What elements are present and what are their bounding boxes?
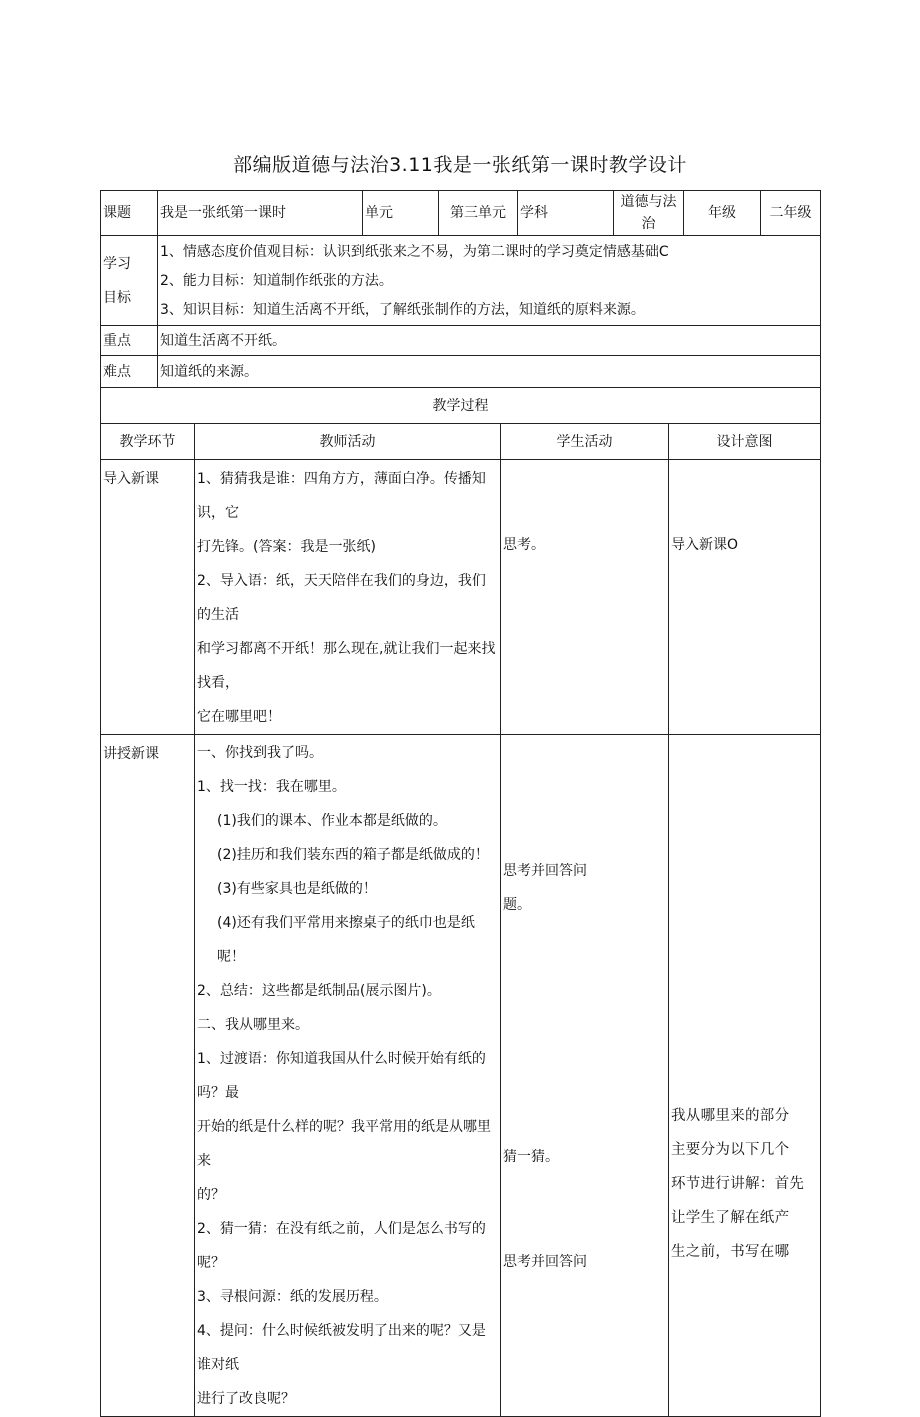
intro-teacher-line: 它在哪里吧！ <box>197 709 281 725</box>
process-header-row <box>101 424 821 460</box>
difficult-point-label: 难点 <box>101 356 158 388</box>
lecture-teacher-line: 一、你找到我了吗。 <box>197 745 323 761</box>
goals-row <box>101 236 821 326</box>
lecture-teacher-line: 二、我从哪里来。 <box>197 1017 309 1033</box>
label-unit: 单元 <box>363 191 439 236</box>
lecture-teacher-line: 4、提问：什么时候纸被发明了出来的呢？又是谁对纸 <box>197 1323 486 1373</box>
document-title: 部编版道德与法治3.11我是一张纸第一课时教学设计 <box>233 154 687 176</box>
process-title-row <box>101 388 821 424</box>
key-point-label: 重点 <box>101 326 158 356</box>
lecture-intent-line: 主要分为以下几个 <box>671 1142 790 1158</box>
intro-teacher-line: 1、猜猜我是谁：四角方方，薄面白净。传播知识，它 <box>197 471 486 521</box>
key-point-text: 知道生活离不开纸。 <box>158 326 821 356</box>
intro-stage: 导入新课 <box>101 460 195 735</box>
lecture-teacher-line: 1、找一找：我在哪里。 <box>197 779 346 795</box>
lecture-student-3: 思考并回答问 <box>503 1254 587 1270</box>
key-point-row <box>101 326 821 356</box>
intro-intent: 导入新课O <box>669 460 821 735</box>
lecture-teacher-line: 开始的纸是什么样的呢？我平常用的纸是从哪里来 <box>197 1119 491 1169</box>
label-subject-title: 课题 <box>101 191 158 236</box>
header-student: 学生活动 <box>501 424 669 460</box>
goal-item: 2、能力目标：知道制作纸张的方法。 <box>160 273 393 289</box>
lecture-teacher-line: 2、总结：这些都是纸制品(展示图片)。 <box>197 983 441 999</box>
lecture-teacher-line: 1、过渡语：你知道我国从什么时候开始有纸的吗？最 <box>197 1051 486 1101</box>
grade: 二年级 <box>761 191 821 236</box>
lecture-teacher-line: 3、寻根问源：纸的发展历程。 <box>197 1289 388 1305</box>
intro-student: 思考。 <box>501 460 669 735</box>
lecture-intent-line: 环节进行讲解：首先 <box>671 1176 805 1192</box>
difficult-point-row <box>101 356 821 388</box>
goals-label-b: 目标 <box>103 289 131 306</box>
lecture-intent-line: 让学生了解在纸产 <box>671 1210 790 1226</box>
lecture-teacher-line: (2)挂历和我们装东西的箱子都是纸做成的！ <box>217 847 489 863</box>
process-title: 教学过程 <box>101 388 821 424</box>
lesson-plan-table <box>100 190 820 1417</box>
unit: 第三单元 <box>439 191 518 236</box>
label-discipline: 学科 <box>518 191 614 236</box>
lecture-student-2: 猜一猜。 <box>503 1149 559 1165</box>
lecture-teacher-line: (4)还有我们平常用来擦桌子的纸巾也是纸呢！ <box>217 915 475 965</box>
info-row <box>101 191 821 236</box>
lecture-teacher-line: 的？ <box>197 1187 225 1203</box>
lecture-student-1b: 题。 <box>503 897 531 913</box>
lecture-teacher-line: 2、猜一猜：在没有纸之前，人们是怎么书写的呢？ <box>197 1221 486 1271</box>
lecture-intent-line: 我从哪里来的部分 <box>671 1108 790 1124</box>
discipline: 道德与法治 <box>614 191 684 236</box>
lecture-teacher-line: (1)我们的课本、作业本都是纸做的。 <box>217 813 447 829</box>
header-stage: 教学环节 <box>101 424 195 460</box>
goals-label-a: 学习 <box>103 255 131 272</box>
goal-item: 3、知识目标：知道生活离不开纸，了解纸张制作的方法，知道纸的原料来源。 <box>160 302 645 318</box>
difficult-point-text: 知道纸的来源。 <box>158 356 821 388</box>
intro-teacher-line: 和学习都离不开纸！那么现在,就让我们一起来找找看， <box>197 641 496 691</box>
lecture-teacher-line: 进行了改良呢？ <box>197 1391 295 1407</box>
label-grade: 年级 <box>684 191 761 236</box>
intro-row <box>101 460 821 735</box>
lecture-intent-line: 生之前，书写在哪 <box>671 1244 790 1260</box>
lecture-row <box>101 735 821 1417</box>
header-intent: 设计意图 <box>669 424 821 460</box>
goal-item: 1、情感态度价值观目标：认识到纸张来之不易，为第二课时的学习奠定情感基础C <box>160 244 669 260</box>
intro-teacher-line: 2、导入语：纸，天天陪伴在我们的身边，我们的生活 <box>197 573 486 623</box>
subject-title: 我是一张纸第一课时 <box>158 191 363 236</box>
intro-teacher-line: 打先锋。(答案：我是一张纸) <box>197 539 376 555</box>
lecture-teacher-line: (3)有些家具也是纸做的！ <box>217 881 377 897</box>
header-teacher: 教师活动 <box>195 424 501 460</box>
lecture-stage: 讲授新课 <box>101 735 195 1417</box>
lecture-student-1a: 思考并回答问 <box>503 863 587 879</box>
